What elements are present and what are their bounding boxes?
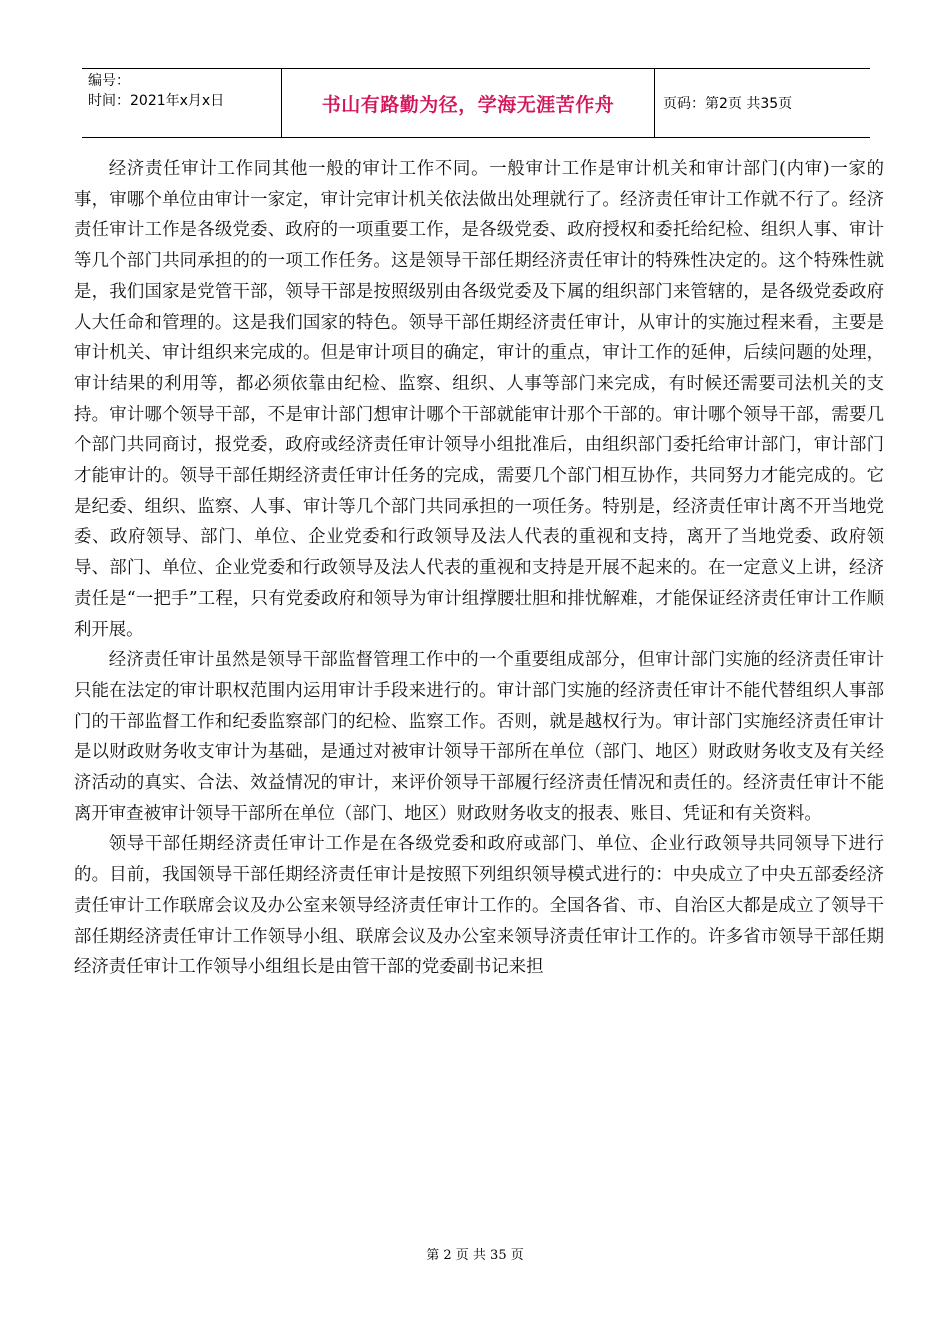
page-footer: 第 2 页 共 35 页 <box>426 1248 524 1263</box>
header-info <box>82 69 282 137</box>
paragraph: 经济责任审计虽然是领导干部监督管理工作中的一个重要组成部分，但审计部门实施的经济责任审计只能在法定的审计职权范围内运用审计手段来进行的。审计部门实施的经济责任审计不能代替组织人事部门的干部监督工作和纪委监察部门的纪检、监察工作。否则，就是越权行为。审计部门实施经济责任审计是以财政财务收支审计为基础，是通过对被审计领导干部所在单位（部门、地区）财政财务收支及有关经济活动的真实、合法、效益情况的审计，来评价领导干部履行经济责任情况和责任的。经济责任审计不能离开审查被审计领导干部所在单位（部门、地区）财政财务收支的报表、账目、凭证和有关资料。 <box>74 650 884 824</box>
document-date: 时间：2021年x月x日 <box>88 93 225 109</box>
header-motto: 书山有路勤为径，学海无涯苦作舟 <box>282 69 655 137</box>
document-number-label: 编号： <box>88 73 130 89</box>
paragraph: 领导干部任期经济责任审计工作是在各级党委和政府或部门、单位、企业行政领导共同领导下进行的。目前，我国领导干部任期经济责任审计是按照下列组织领导模式进行的：中央成立了中央五部委经济责任审计工作联席会议及办公室来领导经济责任审计工作的。全国各省、市、自治区大都是成立了领导干部任期经济责任审计工作领导小组、联席会议及办公室来领导济责任审计工作的。许多省市领导干部任期经济责任审计工作领导小组组长是由管干部的党委副书记来担 <box>74 834 884 978</box>
page-header <box>82 68 870 138</box>
document-body <box>74 154 884 983</box>
header-page-number: 页码：第2页 共35页 <box>663 96 793 112</box>
paragraph: 经济责任审计工作同其他一般的审计工作不同。一般审计工作是审计机关和审计部门(内审)一家的事，审哪个单位由审计一家定，审计完审计机关依法做出处理就行了。经济责任审计工作就不行了。经济责任审计工作是各级党委、政府的一项重要工作，是各级党委、政府授权和委托给纪检、组织人事、审计等几个部门共同承担的的一项工作任务。这是领导干部任期经济责任审计的特殊性决定的。这个特殊性就是，我们国家是党管干部，领导干部是按照级别由各级党委及下属的组织部门来管辖的，是各级党委政府人大任命和管理的。这是我们国家的特色。领导干部任期经济责任审计，从审计的实施过程来看，主要是审计机关、审计组织来完成的。但是审计项目的确定，审计的重点，审计工作的延伸，后续问题的处理，审计结果的利用等，都必须依靠由纪检、监察、组织、人事等部门来完成，有时候还需要司法机关的支持。审计哪个领导干部，不是审计部门想审计哪个干部就能审计那个干部的。审计哪个领导干部，需要几个部门共同商讨，报党委，政府或经济责任审计领导小组批准后，由组织部门委托给审计部门，审计部门才能审计的。领导干部任期经济责任审计任务的完成，需要几个部门相互协作，共同努力才能完成的。它是纪委、组织、监察、人事、审计等几个部门共同承担的一项任务。特别是，经济责任审计离不开当地党委、政府领导、部门、单位、企业党委和行政领导及法人代表的重视和支持，离开了当地党委、政府领导、部门、单位、企业党委和行政领导及法人代表的重视和支持是开展不起来的。在一定意义上讲，经济责任是“一把手”工程，只有党委政府和领导为审计组撑腰壮胆和排忧解难，才能保证经济责任审计工作顺利开展。 <box>74 159 884 640</box>
